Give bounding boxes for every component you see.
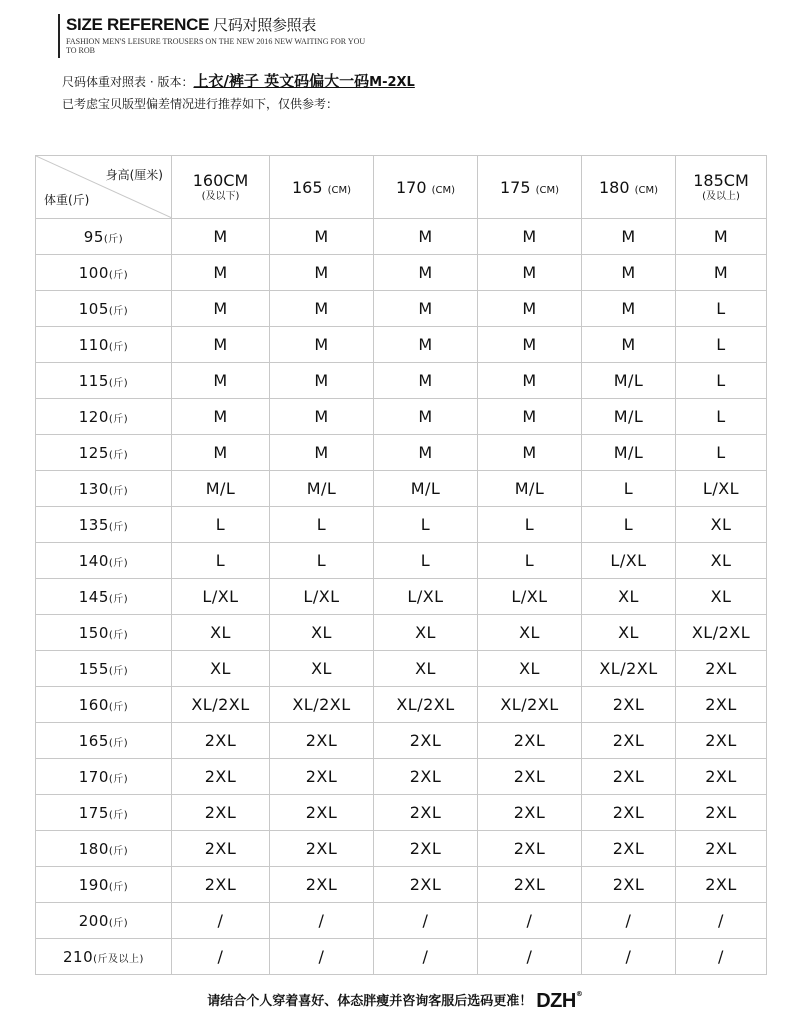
table-row — [36, 759, 767, 795]
size-cell: / — [478, 939, 582, 975]
size-cell: M — [582, 291, 676, 327]
table-row — [36, 471, 767, 507]
weight-cell: 120(斤) — [36, 399, 172, 435]
col-header-160: 160CM (及以下) — [172, 156, 270, 219]
size-cell: L/XL — [478, 579, 582, 615]
size-cell: L — [582, 507, 676, 543]
size-cell: XL — [478, 651, 582, 687]
weight-cell: 155(斤) — [36, 651, 172, 687]
size-cell: XL — [478, 615, 582, 651]
table-header-row — [36, 156, 767, 219]
size-cell: XL — [676, 507, 767, 543]
weight-cell: 210(斤及以上) — [36, 939, 172, 975]
size-cell: XL — [374, 615, 478, 651]
table-row — [36, 435, 767, 471]
size-cell: M/L — [172, 471, 270, 507]
size-cell: 2XL — [478, 723, 582, 759]
size-cell: 2XL — [676, 795, 767, 831]
size-cell: L/XL — [676, 471, 767, 507]
weight-cell: 135(斤) — [36, 507, 172, 543]
recommendation-note: 已考虑宝贝版型偏差情况进行推荐如下，仅供参考： — [62, 97, 339, 111]
size-cell: 2XL — [270, 831, 374, 867]
size-cell: XL — [582, 615, 676, 651]
corner-cell — [36, 156, 172, 219]
size-cell: M — [270, 327, 374, 363]
col-header-180: 180 (CM) — [582, 156, 676, 219]
size-cell: XL/2XL — [172, 687, 270, 723]
size-cell: M/L — [582, 399, 676, 435]
size-cell: L — [676, 291, 767, 327]
size-cell: XL/2XL — [582, 651, 676, 687]
size-cell: L — [270, 507, 374, 543]
table-row — [36, 795, 767, 831]
size-cell: 2XL — [582, 795, 676, 831]
size-cell: M — [172, 363, 270, 399]
weight-cell: 160(斤) — [36, 687, 172, 723]
size-cell: M/L — [374, 471, 478, 507]
table-row — [36, 399, 767, 435]
weight-cell: 200(斤) — [36, 903, 172, 939]
size-cell: M/L — [478, 471, 582, 507]
table-row — [36, 615, 767, 651]
weight-cell: 180(斤) — [36, 831, 172, 867]
table-row — [36, 327, 767, 363]
size-cell: 2XL — [676, 687, 767, 723]
weight-cell: 100(斤) — [36, 255, 172, 291]
size-table — [35, 155, 767, 975]
version-highlight: 上衣/裤子 英文码偏大一码M-2XL — [193, 72, 415, 90]
table-row — [36, 939, 767, 975]
weight-cell: 140(斤) — [36, 543, 172, 579]
size-cell: / — [270, 903, 374, 939]
size-cell: / — [676, 939, 767, 975]
size-cell: 2XL — [676, 651, 767, 687]
size-cell: L — [172, 543, 270, 579]
size-cell: / — [270, 939, 374, 975]
size-cell: M — [172, 219, 270, 255]
size-cell: L/XL — [374, 579, 478, 615]
size-cell: / — [172, 903, 270, 939]
weight-cell: 175(斤) — [36, 795, 172, 831]
size-cell: M — [676, 255, 767, 291]
size-cell: / — [374, 939, 478, 975]
size-cell: M — [676, 219, 767, 255]
size-cell: M/L — [582, 363, 676, 399]
size-cell: 2XL — [374, 831, 478, 867]
brand-logo: DZH — [536, 990, 576, 1012]
size-cell: M — [270, 219, 374, 255]
size-cell: 2XL — [374, 759, 478, 795]
size-cell: L — [374, 543, 478, 579]
registered-mark: ® — [575, 990, 583, 998]
size-cell: M — [172, 399, 270, 435]
size-cell: / — [374, 903, 478, 939]
size-cell: 2XL — [172, 723, 270, 759]
size-cell: 2XL — [172, 795, 270, 831]
size-cell: M — [374, 363, 478, 399]
table-row — [36, 543, 767, 579]
footer-note: 请结合个人穿着喜好、体态胖瘦并咨询客服后选码更准！ DZH® — [207, 990, 583, 1012]
size-cell: XL — [270, 615, 374, 651]
size-cell: 2XL — [478, 831, 582, 867]
size-cell: / — [582, 903, 676, 939]
table-row — [36, 255, 767, 291]
size-cell: L/XL — [582, 543, 676, 579]
size-cell: XL — [374, 651, 478, 687]
size-cell: 2XL — [478, 795, 582, 831]
size-cell: 2XL — [582, 831, 676, 867]
table-row — [36, 867, 767, 903]
table-row — [36, 723, 767, 759]
header-block — [58, 14, 376, 58]
size-cell: M — [478, 291, 582, 327]
size-cell: 2XL — [676, 759, 767, 795]
table-row — [36, 687, 767, 723]
size-cell: 2XL — [478, 867, 582, 903]
size-cell: XL/2XL — [676, 615, 767, 651]
table-row — [36, 831, 767, 867]
version-note: 尺码体重对照表 · 版本：上衣/裤子 英文码偏大一码M-2XL — [62, 72, 415, 90]
size-cell: 2XL — [374, 723, 478, 759]
size-cell: 2XL — [172, 831, 270, 867]
size-cell: M — [478, 219, 582, 255]
col-header-175: 175 (CM) — [478, 156, 582, 219]
weight-cell: 145(斤) — [36, 579, 172, 615]
page-subtitle: FASHION MEN'S LEISURE TROUSERS ON THE NEW 2016 NEW WAITING FOR YOU TO ROB — [66, 37, 366, 55]
size-cell: M — [172, 327, 270, 363]
size-cell: 2XL — [582, 687, 676, 723]
size-cell: 2XL — [270, 759, 374, 795]
size-cell: XL — [582, 579, 676, 615]
size-cell: M — [374, 255, 478, 291]
weight-cell: 125(斤) — [36, 435, 172, 471]
weight-cell: 95(斤) — [36, 219, 172, 255]
weight-cell: 115(斤) — [36, 363, 172, 399]
size-cell: 2XL — [582, 867, 676, 903]
size-cell: M — [478, 435, 582, 471]
size-cell: L/XL — [270, 579, 374, 615]
weight-cell: 130(斤) — [36, 471, 172, 507]
size-cell: M — [478, 255, 582, 291]
size-cell: 2XL — [478, 759, 582, 795]
page-title-cn: 尺码对照参照表 — [213, 17, 317, 34]
size-cell: M — [270, 255, 374, 291]
size-cell: L — [270, 543, 374, 579]
size-cell: XL — [172, 615, 270, 651]
weight-cell: 170(斤) — [36, 759, 172, 795]
size-cell: 2XL — [676, 831, 767, 867]
size-cell: 2XL — [172, 759, 270, 795]
size-cell: L — [676, 435, 767, 471]
size-cell: L — [478, 543, 582, 579]
size-cell: L — [676, 363, 767, 399]
table-row — [36, 507, 767, 543]
size-cell: M — [270, 435, 374, 471]
table-row — [36, 651, 767, 687]
col-header-170: 170 (CM) — [374, 156, 478, 219]
size-cell: M — [172, 291, 270, 327]
weight-cell: 165(斤) — [36, 723, 172, 759]
size-cell: 2XL — [270, 723, 374, 759]
table-row — [36, 219, 767, 255]
size-cell: M — [270, 363, 374, 399]
size-cell: M — [374, 435, 478, 471]
size-cell: M — [582, 255, 676, 291]
size-cell: / — [676, 903, 767, 939]
weight-cell: 150(斤) — [36, 615, 172, 651]
table-row — [36, 363, 767, 399]
size-cell: 2XL — [374, 795, 478, 831]
size-cell: 2XL — [676, 867, 767, 903]
size-cell: / — [172, 939, 270, 975]
col-header-185: 185CM (及以上) — [676, 156, 767, 219]
size-cell: M — [478, 399, 582, 435]
size-cell: XL — [676, 543, 767, 579]
col-header-165: 165 (CM) — [270, 156, 374, 219]
size-cell: M — [582, 327, 676, 363]
size-cell: M — [374, 327, 478, 363]
weight-cell: 190(斤) — [36, 867, 172, 903]
size-cell: M — [478, 363, 582, 399]
size-cell: XL/2XL — [478, 687, 582, 723]
size-cell: 2XL — [582, 723, 676, 759]
page-title: SIZE REFERENCE 尺码对照参照表 — [66, 15, 317, 34]
size-cell: L — [582, 471, 676, 507]
size-cell: M — [478, 327, 582, 363]
size-cell: L — [676, 399, 767, 435]
size-cell: M — [270, 399, 374, 435]
size-cell: M/L — [582, 435, 676, 471]
size-cell: M — [374, 399, 478, 435]
size-cell: M — [172, 255, 270, 291]
size-cell: M — [374, 219, 478, 255]
weight-cell: 105(斤) — [36, 291, 172, 327]
table-row — [36, 903, 767, 939]
size-cell: XL — [676, 579, 767, 615]
size-cell: M — [374, 291, 478, 327]
corner-weight-label: 体重(斤) — [44, 193, 90, 207]
size-cell: L — [676, 327, 767, 363]
size-cell: 2XL — [374, 867, 478, 903]
size-cell: / — [582, 939, 676, 975]
table-row — [36, 579, 767, 615]
size-cell: / — [478, 903, 582, 939]
size-cell: XL — [270, 651, 374, 687]
corner-height-label: 身高(厘米) — [105, 168, 163, 182]
size-cell: M — [172, 435, 270, 471]
weight-cell: 110(斤) — [36, 327, 172, 363]
size-cell: L — [172, 507, 270, 543]
size-cell: 2XL — [676, 723, 767, 759]
size-cell: L — [374, 507, 478, 543]
size-cell: L — [478, 507, 582, 543]
size-cell: XL — [172, 651, 270, 687]
size-cell: 2XL — [270, 867, 374, 903]
size-cell: 2XL — [582, 759, 676, 795]
size-cell: M — [582, 219, 676, 255]
size-cell: XL/2XL — [270, 687, 374, 723]
size-cell: 2XL — [270, 795, 374, 831]
size-cell: 2XL — [172, 867, 270, 903]
size-cell: M — [270, 291, 374, 327]
size-cell: M/L — [270, 471, 374, 507]
size-cell: XL/2XL — [374, 687, 478, 723]
table-row — [36, 291, 767, 327]
size-cell: L/XL — [172, 579, 270, 615]
